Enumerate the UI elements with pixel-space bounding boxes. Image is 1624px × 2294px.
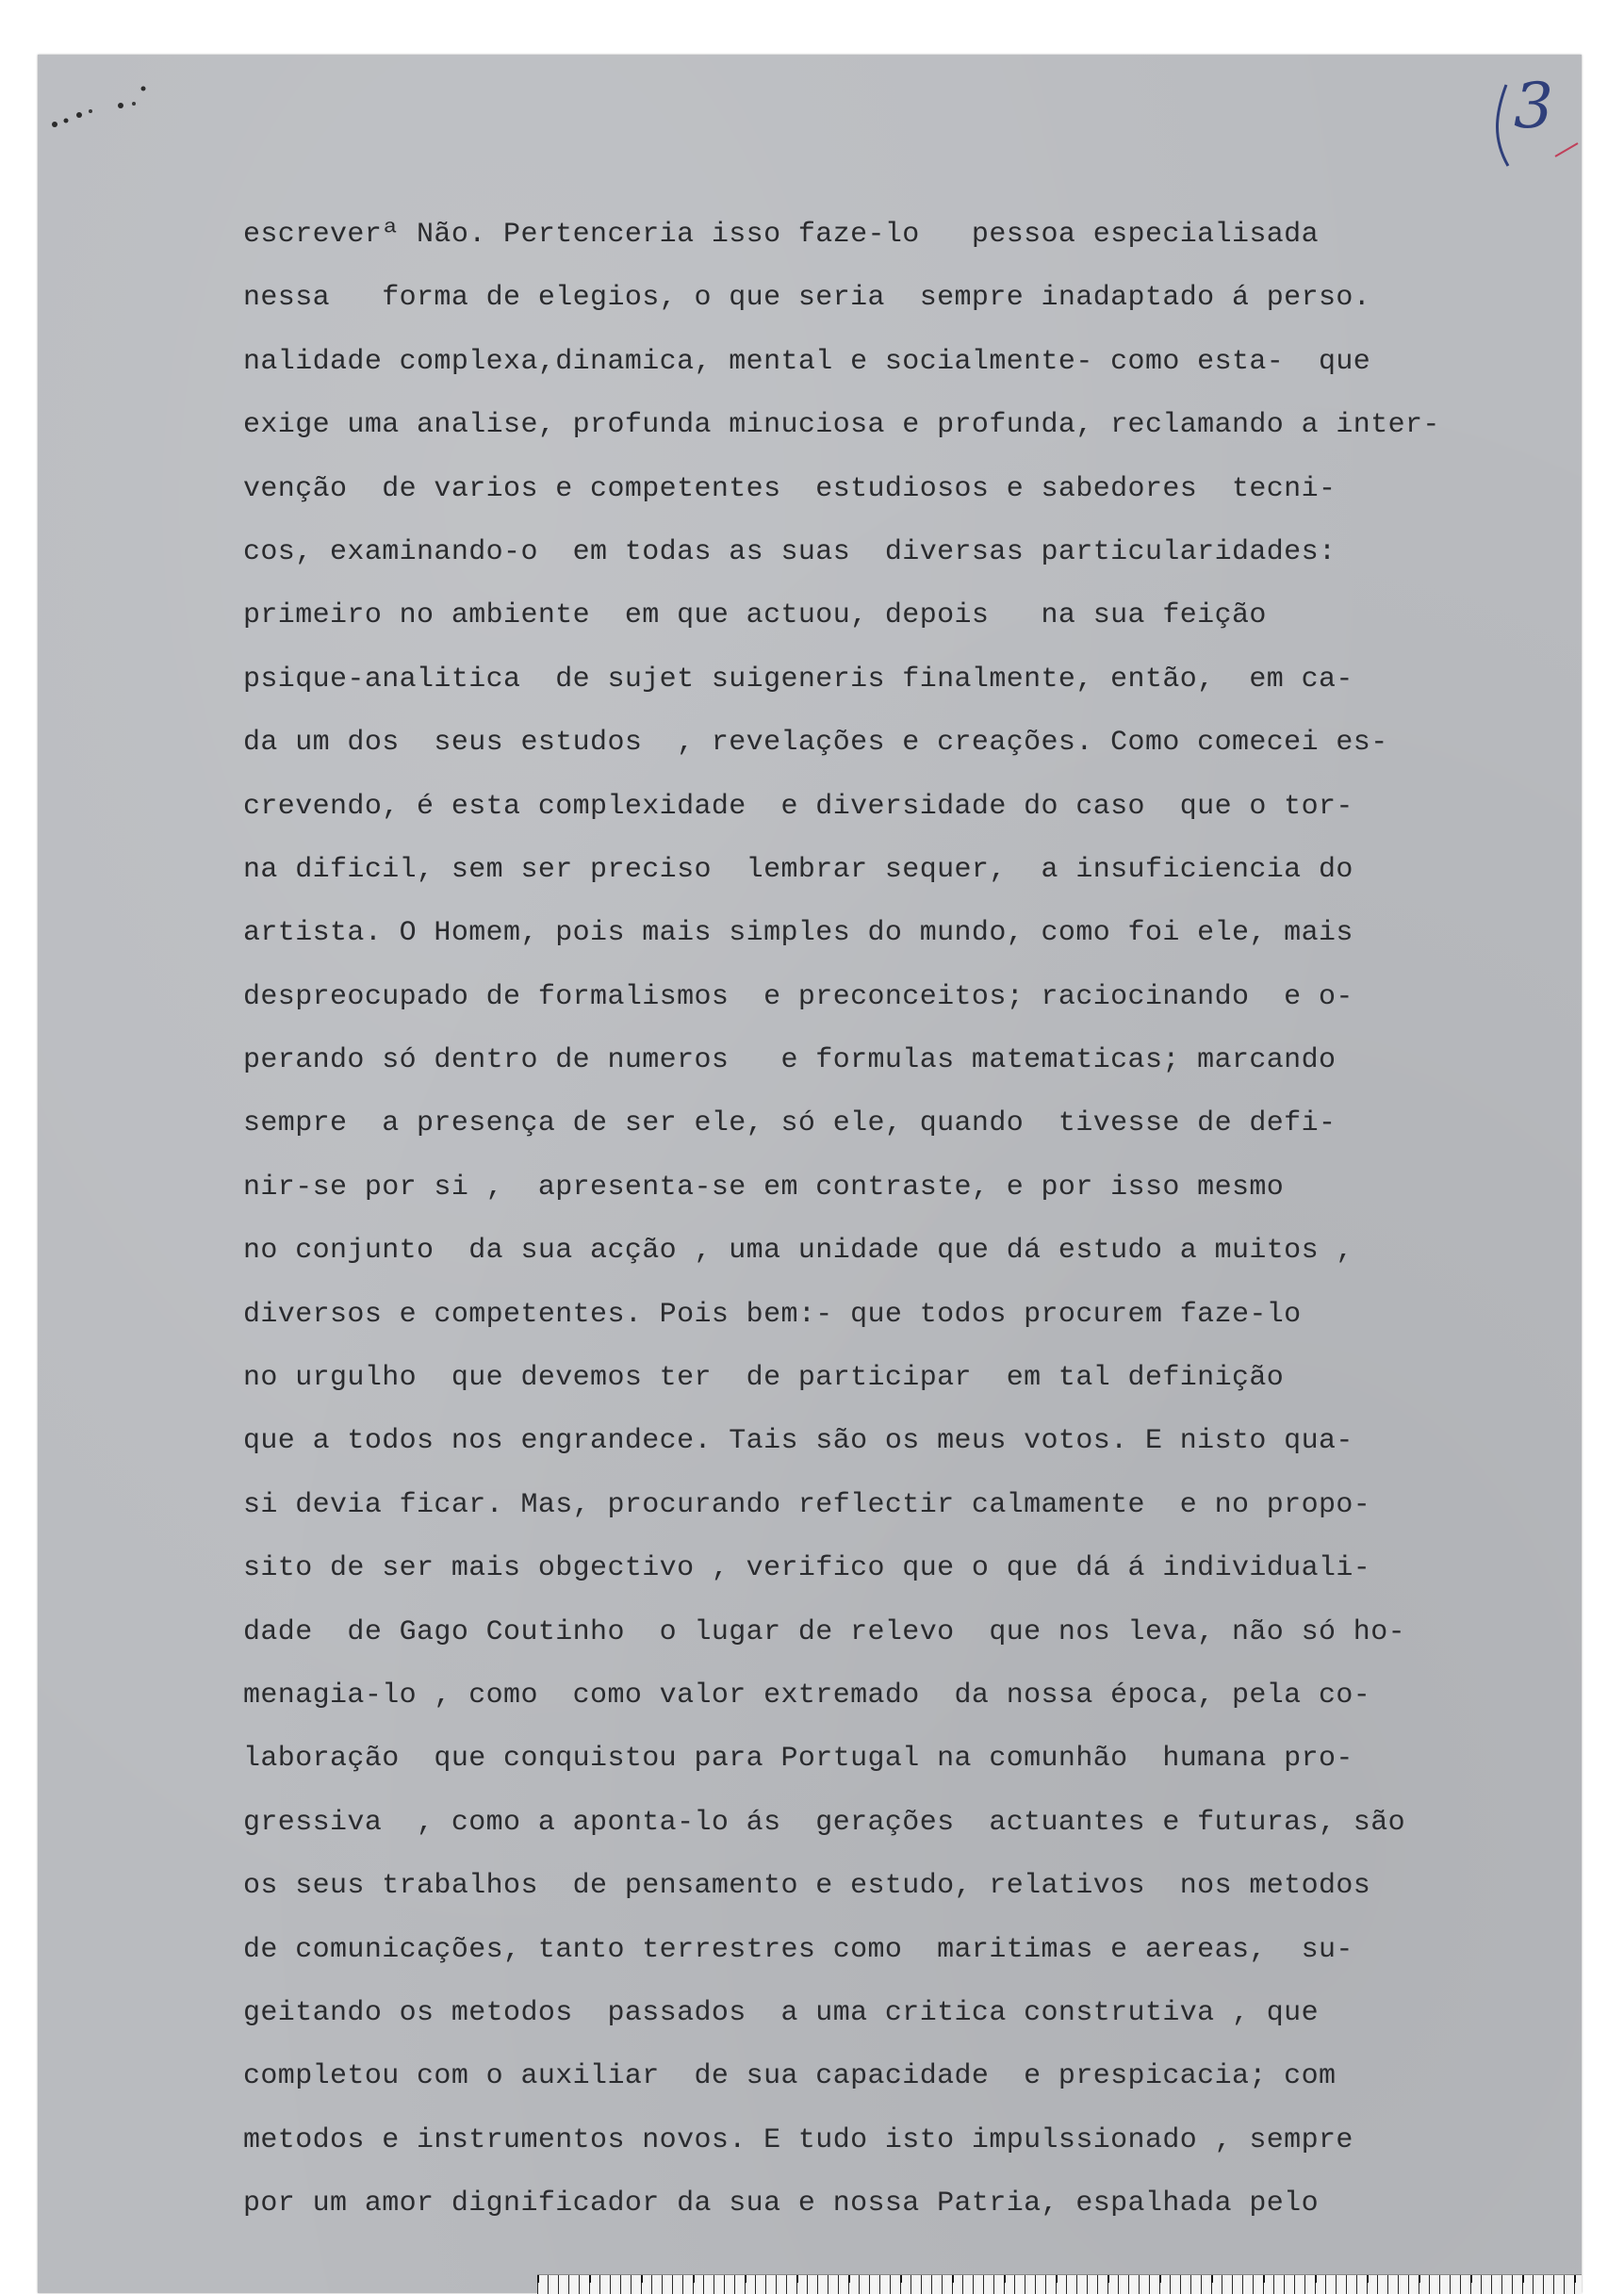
text-line: artista. O Homem, pois mais simples do mundo, como foi ele, mais <box>243 917 1353 950</box>
text-line: os seus trabalhos de pensamento e estudo, relativos nos metodos <box>243 1870 1371 1903</box>
text-line: da um dos seus estudos , revelações e creações. Como comecei es- <box>243 727 1388 760</box>
text-line: completou com o auxiliar de sua capacidade e prespicacia; com <box>243 2060 1337 2093</box>
text-line: menagia-lo , como como valor extremado da nossa época, pela co- <box>243 1679 1371 1712</box>
text-line: laboração que conquistou para Portugal na comunhão humana pro- <box>243 1743 1353 1776</box>
text-line: escreverª Não. Pertenceria isso faze-lo pessoa especialisada <box>243 219 1319 251</box>
typed-text-body <box>243 204 1468 2237</box>
text-line: si devia ficar. Mas, procurando reflectir calmamente e no propo- <box>243 1488 1371 1521</box>
text-line: no urgulho que devemos ter de participar em tal definição <box>243 1362 1285 1395</box>
text-line: crevendo, é esta complexidade e diversidade do caso que o tor- <box>243 790 1353 823</box>
text-line: gressiva , como a aponta-lo ás gerações actuantes e futuras, são <box>243 1806 1405 1839</box>
text-line: dade de Gago Coutinho o lugar de relevo que nos leva, não só ho- <box>243 1615 1405 1648</box>
text-line: perando só dentro de numeros e formulas matematicas; marcando <box>243 1044 1337 1077</box>
text-line: nir-se por si , apresenta-se em contraste, e por isso mesmo <box>243 1171 1285 1204</box>
text-line: exige uma analise, profunda minuciosa e profunda, reclamando a inter- <box>243 409 1440 442</box>
text-line: venção de varios e competentes estudiosos e sabedores tecni- <box>243 472 1337 505</box>
text-line: na dificil, sem ser preciso lembrar sequer, a insuficiencia do <box>243 853 1353 886</box>
page-number: 3 <box>1514 70 1553 142</box>
text-line: no conjunto da sua acção , uma unidade que dá estudo a muitos , <box>243 1235 1353 1268</box>
text-line: nessa forma de elegios, o que seria sempre inadaptado á perso. <box>243 282 1371 315</box>
paper-specks <box>45 83 149 139</box>
text-line: nalidade complexa,dinamica, mental e socialmente- como esta- que <box>243 345 1371 378</box>
text-line: psique-analitica de sujet suigeneris finalmente, então, em ca- <box>243 663 1353 696</box>
text-line: metodos e instrumentos novos. E tudo isto impulssionado , sempre <box>243 2123 1353 2156</box>
text-line: sempre a presença de ser ele, só ele, quando tivesse de defi- <box>243 1107 1337 1140</box>
scale-ruler <box>537 2274 1582 2294</box>
text-line: primeiro no ambiente em que actuou, depois na sua feição <box>243 599 1267 632</box>
text-line: sito de ser mais obgectivo , verifico que o que dá á individuali- <box>243 1552 1371 1585</box>
text-line: que a todos nos engrandece. Tais são os meus votos. E nisto qua- <box>243 1425 1353 1458</box>
text-line: por um amor dignificador da sua e nossa Patria, espalhada pelo <box>243 2187 1319 2220</box>
text-line: cos, examinando-o em todas as suas diversas particularidades: <box>243 535 1337 568</box>
text-line: diversos e competentes. Pois bem:- que todos procurem faze-lo <box>243 1298 1302 1331</box>
text-line: de comunicações, tanto terrestres como maritimas e aereas, su- <box>243 1933 1353 1966</box>
text-line: geitando os metodos passados a uma critica construtiva , que <box>243 1996 1319 2029</box>
text-line: despreocupado de formalismos e preconceitos; raciocinando e o- <box>243 980 1353 1013</box>
